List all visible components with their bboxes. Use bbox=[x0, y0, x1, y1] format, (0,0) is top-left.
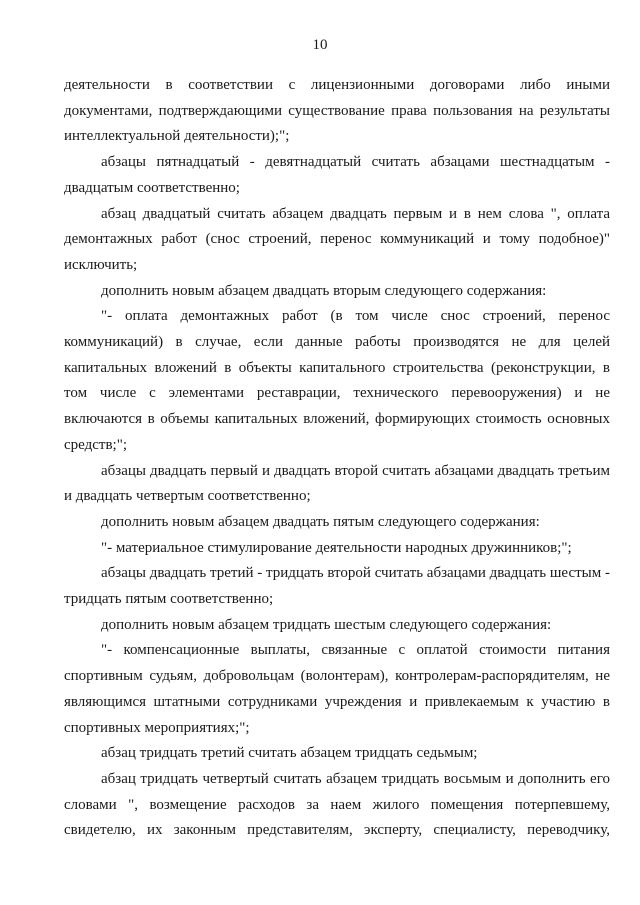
paragraph: "- компенсационные выплаты, связанные с оплатой стоимости питания спортивным судьям, добровольцам (волонтерам), контролерам-распорядителям, не являющимся штатными сотрудниками учреждения и привлекаемым к участию в спортивных мероприятиях;"; bbox=[64, 642, 610, 736]
paragraph: абзац тридцать третий считать абзацем тридцать седьмым; bbox=[101, 745, 478, 762]
paragraph: абзац двадцатый считать абзацем двадцать первым и в нем слова ", оплата демонтажных работ (снос строений, перенос коммуникаций и тому подобное)" исключить; bbox=[64, 205, 610, 273]
paragraph: абзацы пятнадцатый - девятнадцатый считать абзацами шестнадцатым - двадцатым соответственно; bbox=[64, 154, 610, 196]
document-body bbox=[64, 73, 610, 844]
paragraph: дополнить новым абзацем двадцать пятым следующего содержания: bbox=[101, 513, 540, 530]
paragraph: абзацы двадцать первый и двадцать второй считать абзацами двадцать третьим и двадцать четвертым соответственно; bbox=[64, 462, 610, 505]
paragraph: дополнить новым абзацем тридцать шестым следующего содержания: bbox=[101, 616, 552, 633]
paragraph: "- оплата демонтажных работ (в том числе снос строений, перенос коммуникаций) в случае, если данные работы производятся не для целей капитальных вложений в объекты капитального строительства (реконструкции, в том числе с элементами реставрации, технического перевооружения) и не включаются в объемы капитальных вложений, формирующих стоимость основных средств;"; bbox=[64, 308, 610, 453]
paragraph: деятельности в соответствии с лицензионными договорами либо иными документами, подтверждающими существование права пользования на результаты интеллектуальной деятельности);"; bbox=[64, 77, 610, 145]
paragraph: абзац тридцать четвертый считать абзацем тридцать восьмым и дополнить его словами ", возмещение расходов за наем жилого помещения потерпевшему, свидетелю, их законным представителям, эксперту, специалисту, переводчику, bbox=[64, 770, 610, 839]
paragraph: дополнить новым абзацем двадцать вторым следующего содержания: bbox=[101, 282, 547, 299]
page-number: 10 bbox=[312, 37, 328, 53]
paragraph: абзацы двадцать третий - тридцать второй считать абзацами двадцать шестым - тридцать пятым соответственно; bbox=[64, 565, 610, 608]
paragraph: "- материальное стимулирование деятельности народных дружинников;"; bbox=[101, 539, 572, 556]
